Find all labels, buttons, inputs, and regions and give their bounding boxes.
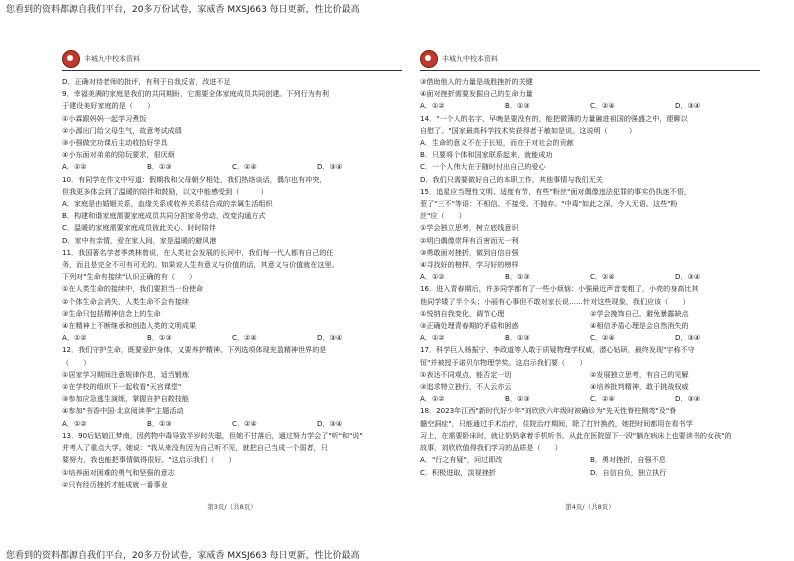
option-b: B．①③ bbox=[505, 394, 530, 404]
top-banner: 您看到的资料都源自我们平台，20多万份试卷，家威香 MXSJ663 每日更新，性比价最高 bbox=[6, 5, 360, 15]
option-b: B．①③ bbox=[147, 418, 172, 428]
option-c: C．②④ bbox=[590, 333, 615, 343]
text-line: ①在人类生命的接续中，我们要担当一份使命 bbox=[62, 284, 204, 294]
text-line: D．家中有亲情，爱在家人间，家是温暖的避风港 bbox=[62, 235, 217, 245]
school-name: 丰城九中校本资料 bbox=[442, 55, 498, 63]
option-d: D．③④ bbox=[317, 333, 343, 343]
answer-options bbox=[62, 418, 402, 430]
option-d: D．③④ bbox=[675, 101, 701, 111]
right-page-body bbox=[420, 76, 760, 479]
answer-options bbox=[420, 332, 760, 344]
page-footer: 第3页/（共8页） bbox=[207, 503, 257, 511]
option-a: A．①② bbox=[62, 333, 87, 343]
choice-item: ①表达不同观点，能否定一切 bbox=[420, 369, 512, 379]
choice-item: A．"行之有疑"，问过即改 bbox=[420, 455, 503, 465]
option-c: C．②④ bbox=[232, 333, 257, 343]
text-line: 15．追星应当理性文明、适度有节，有些"粉丝"面对偶像违法犯罪的事实仍执迷不悟， bbox=[420, 186, 691, 196]
option-a: A．①② bbox=[62, 418, 87, 428]
text-line: 但我更多体会到了温暖的陪伴和鼓励，以文中能感受到（ ） bbox=[62, 186, 268, 196]
option-b: B．①③ bbox=[505, 333, 530, 343]
left-page-body bbox=[62, 76, 402, 491]
option-d: D．③④ bbox=[675, 333, 701, 343]
text-line: 髓空洞症"，只能通过手术治疗，住院治疗期间，除了打针换药，她把时间都用在看书学 bbox=[420, 418, 693, 428]
answer-options bbox=[420, 100, 760, 112]
text-line: 惹了"三不"等语：不相信、不接受、不抛弃。"中毒"如此之深，令人无语。这些"粉 bbox=[420, 199, 678, 209]
answer-options bbox=[62, 161, 402, 173]
text-line: 恒"并被授予诺贝尔物理学奖。这启示我们要（ ） bbox=[420, 357, 587, 367]
text-line: 14．"一个人的名字，早晚是要没有的，能把微薄的力量融进祖国的强盛之中，便聊以 bbox=[420, 113, 688, 123]
choice-pair bbox=[420, 369, 760, 381]
answer-options bbox=[420, 271, 760, 283]
text-line: A．生命的意义不在于长短，而在于对社会的贡献 bbox=[420, 138, 574, 148]
page-header bbox=[420, 48, 760, 71]
text-line: B．构建和谐家庭需要家庭成员共同分担家务劳动，改变沟通方式 bbox=[62, 211, 266, 221]
school-name: 丰城九中校本资料 bbox=[84, 55, 140, 63]
text-line: 下列对"生命有接续"认识正确的有（ ） bbox=[62, 272, 197, 282]
school-logo-icon bbox=[420, 50, 438, 68]
text-line: D．我们只需要做好自己的本职工作，其他事情与我们无关 bbox=[420, 174, 603, 184]
choice-item: ①悦纳自我变化，调节心理 bbox=[420, 308, 505, 318]
option-b: B．①③ bbox=[147, 162, 172, 172]
text-line: ④寻找好的榜样，学习好的榜样 bbox=[420, 260, 519, 270]
text-line: 他同学矮了半个头；小丽有心事但不敢对家长说……针对这些现象，我们应该（ ） bbox=[420, 296, 690, 306]
right-page bbox=[420, 48, 760, 528]
choice-item: ④相信矛盾心理是会自然消失的 bbox=[590, 321, 689, 331]
text-line: 13．90后姑娘江梦南，因药物中毒导致半岁时失聪，但她不甘落后，通过努力学会了"听"和"说" bbox=[62, 430, 363, 440]
option-c: C．②④ bbox=[232, 418, 257, 428]
answer-options bbox=[62, 332, 402, 344]
text-line: C．一个人伟大在于随时付出自己的爱心 bbox=[420, 162, 546, 172]
text-line: 9．幸福美满的家庭是我们的共同期盼，它需要全体家庭成员共同创建。下列行为有利 bbox=[62, 89, 329, 99]
text-line: ③勇敢面对挫折，做到自信自强 bbox=[420, 247, 519, 257]
option-c: C．②④ bbox=[590, 394, 615, 404]
choice-pair bbox=[420, 308, 760, 320]
text-line: C．温暖的家庭需要家庭成员彼此关心、时时陪伴 bbox=[62, 223, 216, 233]
text-line: ③借助他人的力量是战胜挫折的关键 bbox=[420, 77, 533, 86]
option-a: A．①② bbox=[420, 272, 445, 282]
text-line: B．只要将个体和国家联系起来，就能成功 bbox=[420, 150, 553, 160]
choice-item: D．自信自负，独立执行 bbox=[590, 467, 667, 477]
text-line: A．家庭是由婚姻关系，血缘关系或收养关系结合成的亲属生活组织 bbox=[62, 199, 273, 209]
text-line: 18．2023年江西"新时代好少年"刘欣欣六年级时被确诊为"先天性脊柱侧弯"及"脊 bbox=[420, 406, 677, 416]
option-c: C．②④ bbox=[590, 101, 615, 111]
text-line: ①小霖跟妈妈一起学习煮饭 bbox=[62, 113, 147, 123]
choice-item: B．勇对挫折，自强不息 bbox=[590, 455, 666, 465]
text-line: ④参加"书香中国·北京阅读季"主题活动 bbox=[62, 406, 184, 416]
text-line: 于建设美好家庭的是（ ） bbox=[62, 101, 155, 111]
option-b: B．①③ bbox=[147, 333, 172, 343]
text-line: ②明白偶像崇拜有百害而无一利 bbox=[420, 235, 519, 245]
page-footer: 第4页/（共8页） bbox=[565, 503, 615, 511]
option-a: A．①② bbox=[62, 162, 87, 172]
text-line: 要努力，我也能把事情做得很好。"这启示我们（ ） bbox=[62, 455, 236, 465]
text-line: ①居家学习期间注意规律作息，适当锻炼 bbox=[62, 369, 189, 379]
page-header bbox=[62, 48, 402, 71]
text-line: ①培养面对困难的勇气和坚强的意志 bbox=[62, 467, 175, 477]
text-line: ③小强做完功课后主动收拾好学具 bbox=[62, 138, 168, 148]
text-line: 丝"应（ ） bbox=[420, 211, 466, 221]
text-line: ②在学校的组织下一起收看"天宫课堂" bbox=[62, 382, 182, 392]
option-b: B．①③ bbox=[505, 101, 530, 111]
option-d: D．③④ bbox=[675, 272, 701, 282]
text-line: 16．进入青春期后，许多同学都有了一些小烦恼：小强最近声音变粗了，小亮的身高比其 bbox=[420, 284, 699, 294]
text-line: ④小东面对弟弟的陪玩要求，很厌烦 bbox=[62, 150, 175, 160]
option-d: D．③④ bbox=[317, 418, 343, 428]
choice-item: ④培养批判精神，敢于挑战权威 bbox=[590, 382, 689, 392]
bottom-banner: 您看到的资料都源自我们平台，20多万份试卷，家威香 MXSJ663 每日更新，性比价最高 bbox=[6, 551, 360, 561]
text-line: 并考入了重点大学。她说："我从来没有因为自己听不见，就把自己当成一个弱者，只 bbox=[62, 443, 328, 453]
choice-item: ③追求特立独行，不人云亦云 bbox=[420, 382, 512, 392]
choice-item: C．积极进取，淡视挫折 bbox=[420, 467, 496, 477]
option-d: D．③④ bbox=[675, 394, 701, 404]
left-page bbox=[62, 48, 402, 528]
option-b: B．①③ bbox=[505, 272, 530, 282]
text-line: 17．科学巨人杨振宁、李政道等人敢于质疑物理学权威，潜心钻研，最终发现"宇称不守 bbox=[420, 345, 695, 355]
option-a: A．①② bbox=[420, 333, 445, 343]
choice-pair bbox=[420, 320, 760, 332]
option-d: D．③④ bbox=[317, 162, 343, 172]
text-line: （ ） bbox=[62, 357, 91, 367]
text-line: 11．我国著名学者季羡林曾说，在人类社会发展的长河中，我们每一代人都有自己的任 bbox=[62, 247, 334, 257]
text-line: ④面对挫折需要发掘自己的生命力量 bbox=[420, 89, 533, 99]
text-line: D．正确对待老师的批评，有利于自我反省，改进不足 bbox=[62, 77, 231, 86]
choice-item: ③正确处理青春期的矛盾和困惑 bbox=[420, 321, 519, 331]
text-line: ②只有经历挫折才能成就一番事业 bbox=[62, 479, 168, 489]
option-a: A．①② bbox=[420, 101, 445, 111]
text-line: ②小源出门给父母生气，故意考试成绩 bbox=[62, 125, 182, 135]
option-c: C．②④ bbox=[590, 272, 615, 282]
option-a: A．①② bbox=[420, 394, 445, 404]
choice-item: ②发展独立思考，有自己的见解 bbox=[590, 369, 689, 379]
text-line: ④在精神上不断继承和创造人类的文明成果 bbox=[62, 321, 197, 331]
text-line: 12．我们守护生命，既要爱护身体，又要养护精神。下列选项体现充盈精神世界的是 bbox=[62, 345, 327, 355]
choice-pair bbox=[420, 381, 760, 393]
text-line: 自慰了。"国家最高科学技术奖获得者于敏如是说。这说明（ ） bbox=[420, 125, 637, 135]
text-line: 习上，在需要卧床时，就让奶奶拿着手机听书。从此在医院留下一段"躺在病床上也要读书的女孩"的 bbox=[420, 430, 732, 440]
text-line: ③生命只包括精神信念上的生命 bbox=[62, 308, 161, 318]
text-line: ①学会独立思考，树立底线意识 bbox=[420, 223, 519, 233]
school-logo-icon bbox=[62, 50, 80, 68]
choice-pair bbox=[420, 467, 760, 479]
text-line: ②个体生命会消失，人类生命不会有接续 bbox=[62, 296, 189, 306]
text-line: 务，而且是完全不可有可无的。如果说人生有意义与价值的话，其意义与价值就在这里。 bbox=[62, 260, 339, 270]
answer-options bbox=[420, 393, 760, 405]
choice-pair bbox=[420, 454, 760, 466]
option-c: C．②④ bbox=[232, 162, 257, 172]
text-line: 10．有同学在作文中写道：假期我和父母朝夕相处，我们热络谈话，偶尔也有冲突， bbox=[62, 174, 327, 184]
text-line: 故事，刘欣欣值得我们学习的品质是（ ） bbox=[420, 443, 562, 453]
choice-item: ②学会挽饰自己，避免暴露缺点 bbox=[590, 308, 689, 318]
text-line: ③参加应急逃生演练，掌握自护自救技能 bbox=[62, 394, 189, 404]
